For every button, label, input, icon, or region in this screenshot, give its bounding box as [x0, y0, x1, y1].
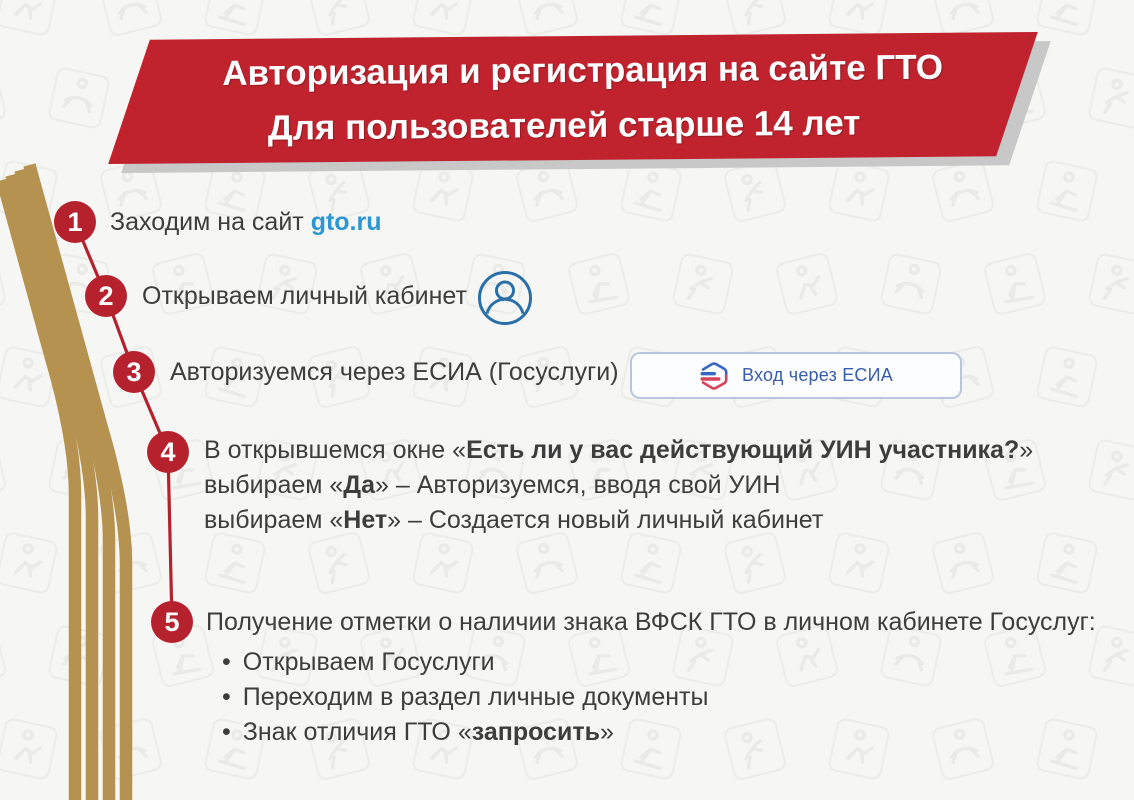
- bullet-text: Открываем Госуслуги: [242, 648, 495, 676]
- step-1-number: 1: [54, 201, 96, 243]
- bullet-dot: •: [222, 648, 231, 676]
- bullet-dot: •: [222, 718, 231, 746]
- bullet-text: Знак отличия ГТО «запросить»: [242, 718, 614, 746]
- step-1-text: [110, 206, 382, 238]
- banner-plate: [108, 32, 1038, 164]
- step-5-number: 5: [151, 601, 193, 643]
- bullet-item: [222, 715, 708, 750]
- bullet-dot: •: [222, 683, 231, 711]
- step-4-line-2: выбираем «Да» – Авторизуемся, вводя свой УИН: [204, 471, 781, 499]
- step-4-line-3: выбираем «Нет» – Создается новый личный кабинет: [204, 506, 824, 534]
- step-2-text: Открываем личный кабинет: [142, 282, 467, 310]
- step-1-label: Заходим на сайт: [110, 208, 311, 236]
- step-2-number: 2: [85, 275, 127, 317]
- step-3-number: 3: [113, 351, 155, 393]
- esia-login-button[interactable]: [630, 352, 962, 399]
- gto-ru-link[interactable]: gto.ru: [310, 208, 382, 236]
- step-4-line-1: В открывшемся окне «Есть ли у вас действующий УИН участника?»: [204, 436, 1034, 464]
- title-banner: [129, 36, 1017, 160]
- bullet-item: [222, 680, 708, 715]
- esia-button-label: Вход через ЕСИА: [742, 365, 893, 385]
- banner-title-line1: Авторизация и регистрация на сайте ГТО: [221, 47, 943, 94]
- bullet-item: [222, 645, 708, 680]
- gosuslugi-logo-icon: [699, 360, 729, 392]
- step-5-heading: Получение отметки о наличии знака ВФСК ГТО в личном кабинете Госуслуг:: [206, 608, 1096, 636]
- bullet-text: Переходим в раздел личные документы: [242, 683, 709, 711]
- banner-title-line2: Для пользователей старше 14 лет: [267, 103, 861, 148]
- step-4-number: 4: [147, 431, 189, 473]
- step-4-text: [204, 433, 1033, 538]
- step-5-bullet-list: [222, 645, 708, 750]
- step-3-text: Авторизуемся через ЕСИА (Госуслуги): [170, 358, 619, 386]
- profile-person-icon[interactable]: [477, 270, 533, 326]
